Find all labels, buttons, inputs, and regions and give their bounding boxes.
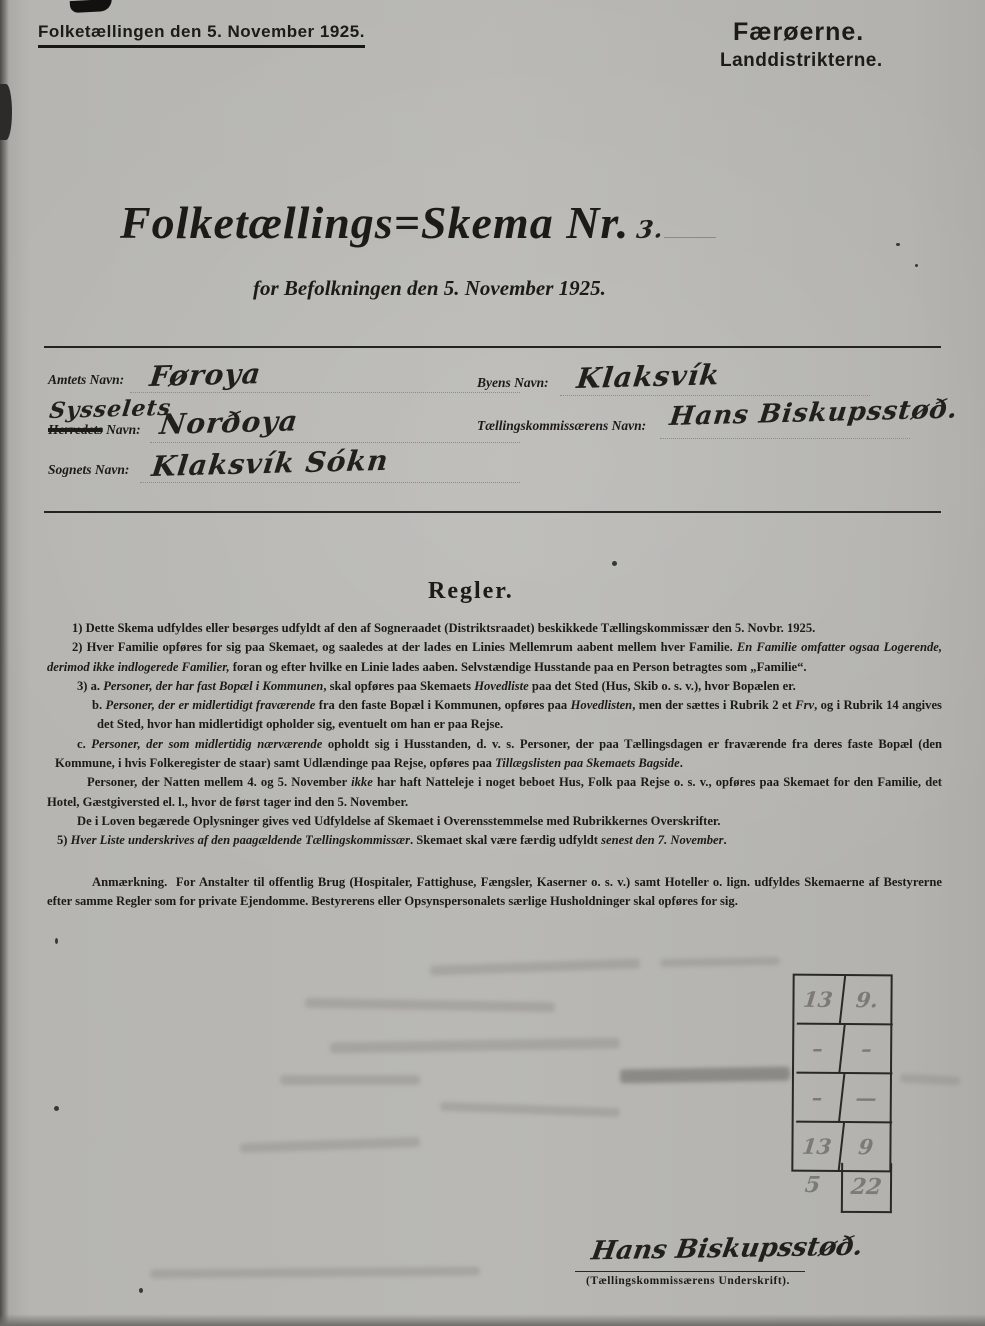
signature-handwritten: Hans Biskupsstøð. xyxy=(589,1231,865,1267)
bleed-through-mark xyxy=(240,1137,420,1153)
tally-row xyxy=(794,976,890,1024)
ink-speck xyxy=(896,243,900,246)
ink-speck xyxy=(54,1106,59,1111)
bleed-through-mark xyxy=(305,998,555,1012)
bleed-through-mark xyxy=(440,1102,620,1117)
herred-label-struck: Herredets xyxy=(48,422,103,437)
amt-value-handwritten: Føroya xyxy=(148,357,264,393)
rule-3c: c. Personer, der som midlertidig nærværende opholdt sig i Husstanden, d. v. s. Personer, der paa Tællingsdagen er fraværende fra deres faste Bopæl (den Kommune, i hvis Folkeregister de staar) samt Udlændinge paa Rejse, opføres paa Tillægslisten paa Skemaets Bagside. xyxy=(55,736,942,771)
tally-cell: – xyxy=(791,1023,845,1072)
sogn-value-handwritten: Klaksvík Sókn xyxy=(150,443,391,483)
tally-footer-right: 22 xyxy=(849,1173,884,1201)
by-label: Byens Navn: xyxy=(477,375,549,390)
rule-3a: 3) a. Personer, der har fast Bopæl i Kommunen, skal opføres paa Skemaets Hovedliste paa det Sted (Hus, Skib o. s. v.), hvor Bopælen er. xyxy=(77,678,796,693)
rules-text xyxy=(47,619,942,911)
bleed-through-mark xyxy=(150,1267,480,1279)
rule-3b: b. Personer, der er midlertidigt fraværende fra den faste Bopæl i Kommunen, opføres paa Hovedlisten, men der sættes i Rubrik 2 et Frv, og i Rubrik 14 angives det Sted, hvor han midlertidigt opholder sig, eventuelt om han er paa Rejse. xyxy=(92,698,942,732)
bleed-through-mark xyxy=(900,1073,960,1085)
scan-edge-bottom xyxy=(0,1314,985,1326)
bleed-through-mark xyxy=(430,958,640,975)
tally-cell: 9 xyxy=(840,1121,892,1170)
form-number-fill-line xyxy=(664,237,716,238)
bleed-through-mark xyxy=(660,957,780,967)
bleed-through-mark xyxy=(280,1075,420,1085)
tally-cell: 13 xyxy=(792,976,846,1023)
ink-speck xyxy=(915,264,918,267)
form-title: Folketællings=Skema Nr. 3. xyxy=(120,196,716,249)
tally-table xyxy=(791,974,892,1173)
tally-footer-left: 5 xyxy=(803,1172,822,1198)
form-number-handwritten: 3. xyxy=(635,214,666,244)
form-subtitle: for Befolkningen den 5. November 1925. xyxy=(253,276,606,300)
header-census-date: Folketællingen den 5. November 1925. xyxy=(38,22,365,48)
rule-1: 1) Dette Skema udfyldes eller besørges udfyldt af den af Sogneraadet (Distriktsraadet) beskikkede Tællingskommissær den 5. Novbr. 1925. xyxy=(72,621,816,635)
tally-cell: – xyxy=(791,1072,845,1121)
signature-caption: (Tællingskommissærens Underskrift). xyxy=(586,1275,790,1287)
kommissaer-value-handwritten: Hans Biskupsstøð. xyxy=(668,394,960,432)
herred-correction-handwritten: Sysselets xyxy=(48,394,173,424)
by-fill-line xyxy=(560,395,870,396)
rules-heading: Regler. xyxy=(428,578,514,604)
amt-fill-line xyxy=(130,392,520,393)
header-region: Færøerne. xyxy=(733,18,865,46)
tally-footer-cell xyxy=(841,1163,892,1213)
herred-value-handwritten: Norðoya xyxy=(158,404,301,441)
anmaerkning: Anmærkning. For Anstalter til offentlig Brug (Hospitaler, Fattighuse, Fængsler, Kaserner o. s. v.) samt Hoteller o. lign. udfyldes Skemaerne af Bestyrerne efter samme Regler som for private Ejendomme. Bestyrerens eller Opsynspersonalets særlige Husholdninger skal opføres for sig. xyxy=(47,874,942,908)
tally-cell: 13 xyxy=(791,1121,845,1170)
sogn-fill-line xyxy=(140,482,520,483)
by-value-handwritten: Klaksvík xyxy=(575,358,722,395)
tally-cell: – xyxy=(840,1023,892,1072)
bleed-through-mark xyxy=(330,1037,620,1053)
herred-fill-line xyxy=(150,442,520,443)
tally-row xyxy=(794,1072,890,1122)
kommissaer-label: Tællingskommissærens Navn: xyxy=(477,418,647,433)
divider-top xyxy=(44,346,941,348)
ink-speck xyxy=(612,561,617,566)
amt-label: Amtets Navn: xyxy=(48,372,125,387)
tally-cell: — xyxy=(840,1072,892,1121)
rule-2: 2) Hver Familie opføres for sig paa Skemaet, og saaledes at der lades en Linies Mellemrum aabent mellem hver Familie. En Familie omfatter ogsaa Logerende, derimod ikke indlogerede Familier, foran og efter hvilke en Linie lades aaben. Selvstændige Husstande paa en Person betragtes som „Familie“. xyxy=(47,640,942,674)
header-subregion: Landdistrikterne. xyxy=(720,50,883,71)
bleed-through-smear xyxy=(620,1067,790,1084)
tally-row xyxy=(794,1023,890,1073)
scan-artifact-top-blob xyxy=(70,0,113,13)
rule-loven: De i Loven begærede Oplysninger gives ved Udfyldelse af Skemaet i Overensstemmelse med Rubrikkernes Overskrifter. xyxy=(77,813,721,828)
tally-cell: 9. xyxy=(854,987,880,1013)
kommissaer-fill-line xyxy=(660,438,910,439)
sogn-label: Sognets Navn: xyxy=(48,462,130,477)
ink-speck xyxy=(55,938,58,944)
herred-label: Herredets Navn: xyxy=(48,422,141,437)
signature-line xyxy=(575,1271,805,1272)
rule-natteleje: Personer, der Natten mellem 4. og 5. November ikke har haft Natteleje i noget beboet Hus, Folk paa Rejse o. s. v., opføres paa Skemaet for den Familie, det Hotel, Gæstgiversted el. l., hvor de først tager ind den 5. November. xyxy=(47,775,942,809)
rule-5: 5) Hver Liste underskrives af den paagældende Tællingskommissær. Skemaet skal være færdig udfyldt senest den 7. November. xyxy=(57,833,727,848)
ink-speck xyxy=(139,1288,143,1293)
divider-bottom xyxy=(44,511,941,513)
scan-artifact-left-wedge xyxy=(0,84,12,140)
scan-edge-left xyxy=(0,0,9,1326)
